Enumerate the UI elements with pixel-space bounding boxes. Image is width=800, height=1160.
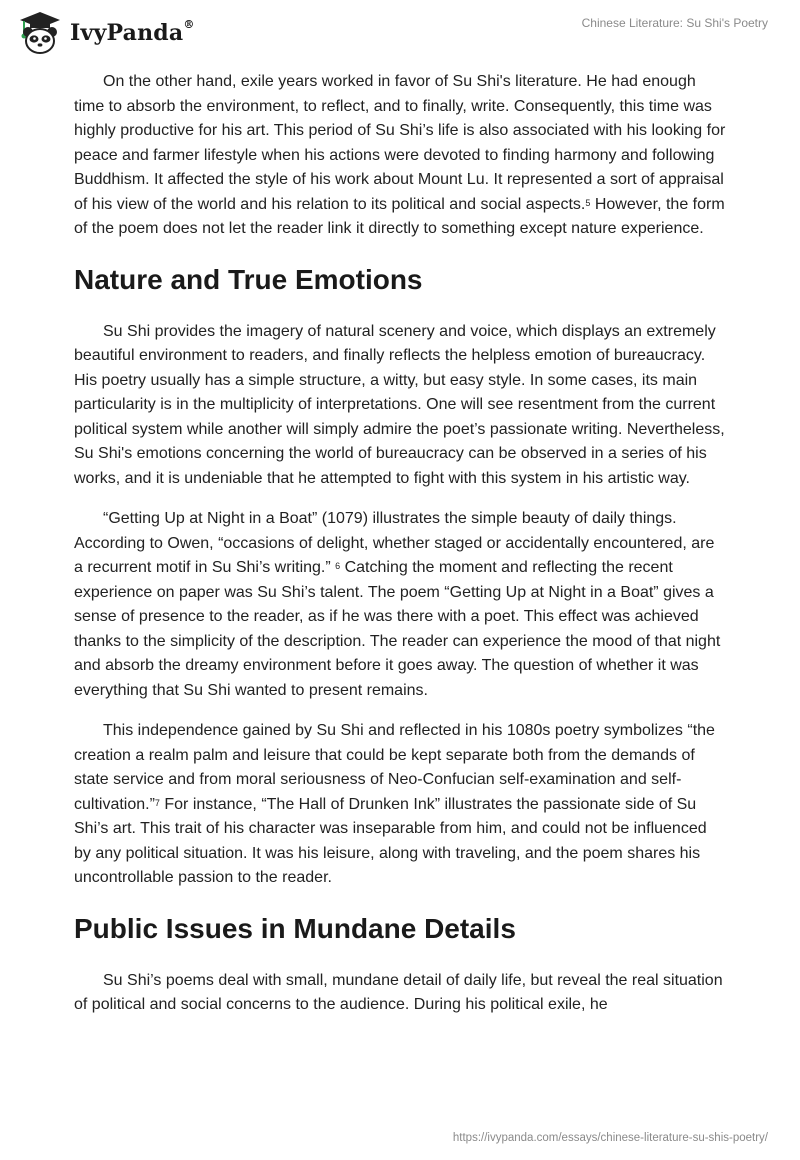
panda-graduate-icon xyxy=(16,10,64,56)
logo-text: IvyPanda® xyxy=(70,18,195,46)
source-url[interactable]: https://ivypanda.com/essays/chinese-literature-su-shis-poetry/ xyxy=(452,1132,768,1144)
footnote-ref[interactable]: 5 xyxy=(585,197,591,208)
document-title: Chinese Literature: Su Shi's Poetry xyxy=(581,16,768,30)
footnote-ref[interactable]: 7 xyxy=(154,797,160,808)
essay-content xyxy=(74,70,726,1034)
paragraph: On the other hand, exile years worked in favor of Su Shi's literature. He had enough time to absorb the environment, to reflect, and to finally, write. Consequently, this time was highly productive for his art. This period of Su Shi’s life is also associated with his looking for peace and farmer lifestyle when his actions were devoted to finding harmony and following Buddhism. It affected the style of his work about Mount Lu. It represented a sort of appraisal of his view of the world and his relation to its political and social aspects.$^5$ However, the form of the poem does not let the reader link it directly to something except nature experience. xyxy=(74,73,726,237)
paragraph: Su Shi provides the imagery of natural scenery and voice, which displays an extremely beautiful environment to readers, and finally reflects the helpless emotion of bureaucracy. His poetry usually has a simple structure, a witty, but easy style. In some cases, its main particularity is in the multiplicity of interpretations. One will see resentment from the current political system while another will simply admire the poet’s passionate writing. Nevertheless, Su Shi's emotions concerning the world of bureaucracy can be observed in a series of his works, and it is undeniable that he attempted to fight with this system in his artistic way. xyxy=(74,322,725,487)
section-heading: Public Issues in Mundane Details xyxy=(74,912,516,944)
paragraph: This independence gained by Su Shi and reflected in his 1080s poetry symbolizes “the creation a realm palm and leisure that could be kept separate both from the demands of state service and from moral seriousness of Neo-Confucian self-examination and self-cultivation.”$^7$ For instance, “The Hall of Drunken Ink” illustrates the passionate side of Su Shi’s art. This trait of his character was inseparable from him, and could not be influenced by any political situation. It was his leisure, along with traveling, and the poem shares his uncontrollable passion to the reader. xyxy=(74,722,715,886)
ivypanda-logo[interactable] xyxy=(16,10,195,56)
paragraph: “Getting Up at Night in a Boat” (1079) illustrates the simple beauty of daily things. According to Owen, “occasions of delight, whether staged or accidentally encountered, are a recurrent motif in Su Shi’s writing.” $^6$ Catching the moment and reflecting the recent experience on paper was Su Shi’s talent. The poem “Getting Up at Night in a Boat” gives a sense of presence to the reader, as if he was there with a poet. This effect was achieved thanks to the simplicity of the description. The reader can experience the mood of that night and absorb the dreamy environment before it goes away. The question of whether it was everything that Su Shi wanted to present remains. xyxy=(74,510,721,699)
page-header xyxy=(0,0,800,60)
paragraph: Su Shi’s poems deal with small, mundane detail of daily life, but reveal the real situation of political and social concerns to the audience. During his political exile, he xyxy=(74,971,723,1013)
footnote-ref[interactable]: 6 xyxy=(335,561,341,571)
section-heading: Nature and True Emotions xyxy=(74,263,423,295)
